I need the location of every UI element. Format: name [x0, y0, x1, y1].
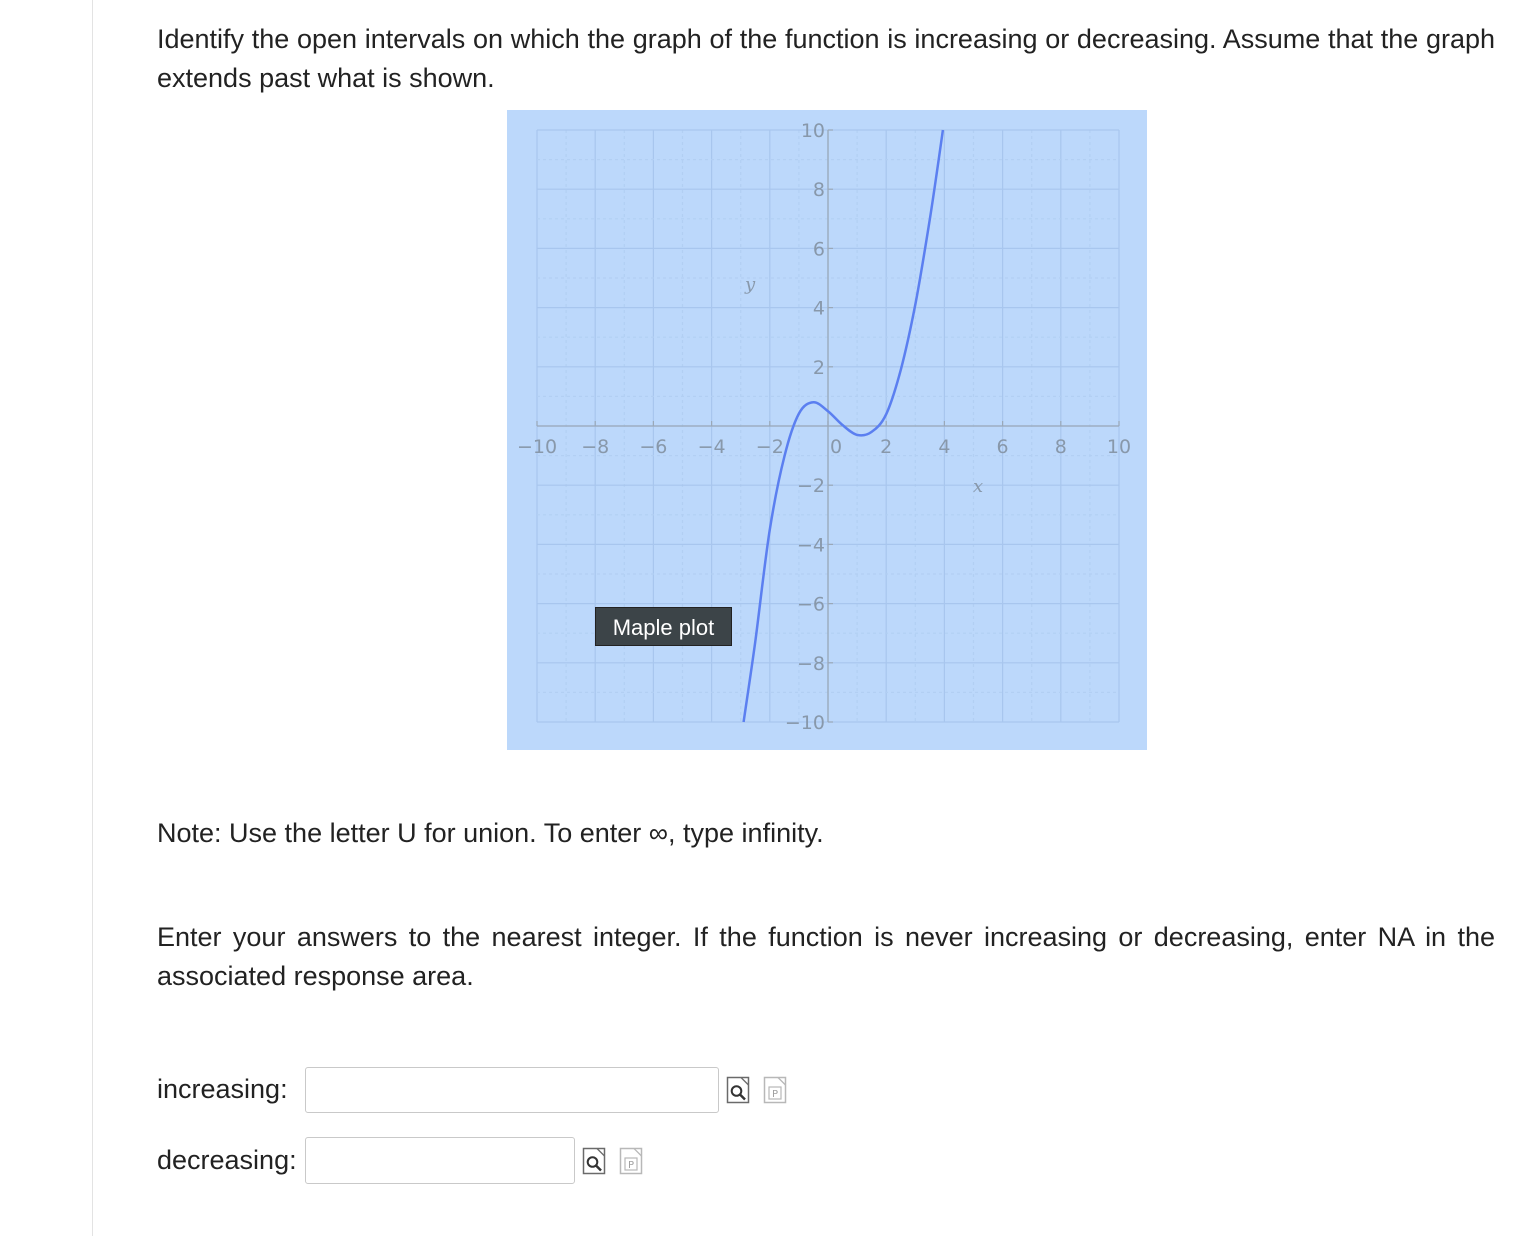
- x-tick-label: −10: [516, 436, 558, 458]
- note-text-after: , type infinity.: [668, 818, 824, 848]
- y-tick-label: −10: [784, 712, 825, 734]
- preview-icon[interactable]: [726, 1076, 750, 1104]
- x-tick-label: 4: [938, 436, 951, 458]
- x-tick-label: −4: [697, 436, 726, 458]
- preview-icon[interactable]: [582, 1147, 606, 1175]
- svg-text:P: P: [771, 1089, 779, 1100]
- x-tick-label: 8: [1054, 436, 1067, 458]
- increasing-label: increasing:: [157, 1074, 288, 1104]
- y-tick-label: 4: [812, 297, 825, 320]
- x-tick-label: −6: [639, 436, 668, 458]
- y-axis-label: y: [745, 274, 756, 295]
- x-tick-label: 0: [829, 436, 843, 458]
- y-tick-label: −2: [796, 475, 825, 498]
- formula-palette-icon[interactable]: [619, 1147, 643, 1175]
- plot-canvas: [507, 110, 1147, 750]
- formula-palette-icon[interactable]: [763, 1076, 787, 1104]
- decreasing-input[interactable]: [305, 1137, 575, 1184]
- y-tick-label: 8: [812, 179, 825, 202]
- instructions-text: Enter your answers to the nearest integer. If the function is never increasing or decreasing, enter NA in the associated response area.: [157, 922, 1495, 991]
- x-tick-label: −8: [581, 436, 610, 458]
- infinity-symbol: ∞: [648, 818, 669, 848]
- x-tick-label: 6: [996, 436, 1009, 458]
- plot-tooltip: Maple plot: [595, 607, 732, 646]
- y-tick-label: 6: [812, 238, 825, 261]
- increasing-input[interactable]: [305, 1067, 719, 1113]
- y-tick-label: −8: [796, 652, 825, 675]
- question-text: Identify the open intervals on which the graph of the function is increasing or decreasing. Assume that the graph extends past what is shown.: [157, 24, 1495, 93]
- x-tick-label: −2: [755, 436, 784, 458]
- y-tick-label: 2: [812, 356, 825, 379]
- x-tick-label: 10: [1106, 436, 1132, 458]
- decreasing-label: decreasing:: [157, 1145, 297, 1175]
- y-tick-label: 10: [800, 120, 825, 142]
- svg-text:P: P: [627, 1160, 635, 1171]
- note-text: [157, 814, 1495, 853]
- left-margin-rule: [92, 0, 93, 1236]
- y-tick-label: −4: [796, 534, 825, 557]
- note-text-before: Note: Use the letter U for union. To enter: [157, 818, 649, 848]
- x-tick-label: 2: [880, 436, 893, 458]
- x-axis-label: x: [973, 476, 984, 497]
- y-tick-label: −6: [796, 593, 825, 616]
- maple-plot[interactable]: [507, 110, 1147, 750]
